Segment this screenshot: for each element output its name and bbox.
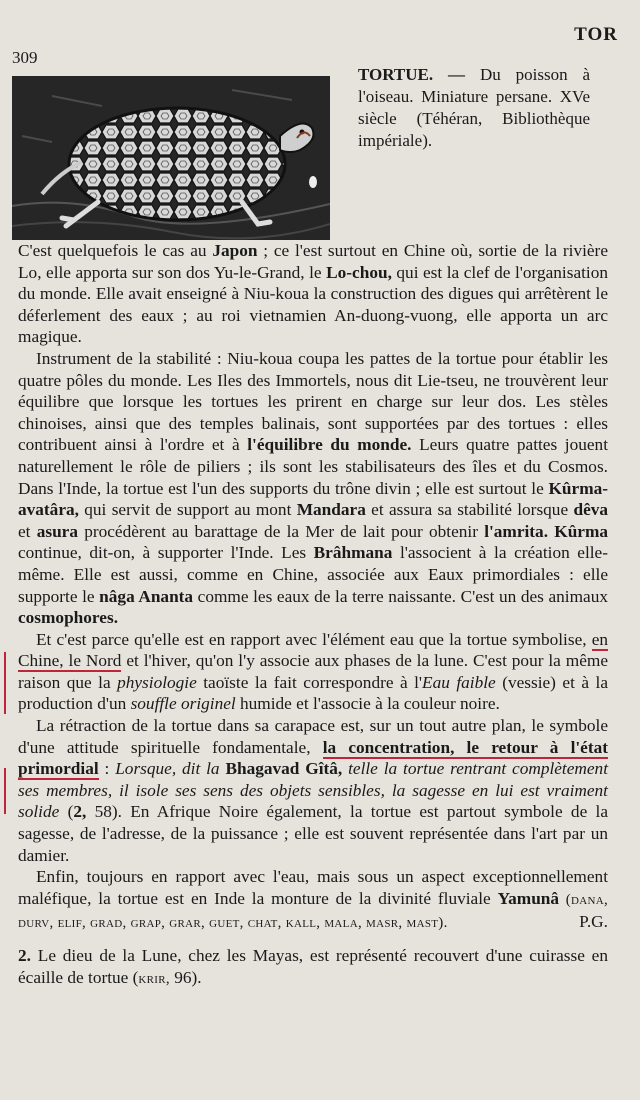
turtle-illustration <box>12 76 330 240</box>
caption-text: Du poisson à l'oiseau. Miniature persane. XVe siècle (Téhéran, Bibliothèque impériale). <box>358 65 591 150</box>
paragraph-4: La rétraction de la tortue dans sa carapace est, sur un tout autre plan, le symbole d'une attitude spirituelle fondamentale, la concentration, le retour à l'état primordial : Lorsque, dit la Bhagavad Gîtâ, telle la tortue rentrant complètement ses membres, il isole ses sens des objets sensibles, la sagesse en lui est vraiment solide (2, 58). En Afrique Noire également, la tortue est partout symbole de la sagesse, de l'adresse, de la puissance ; elle est souvent représentée dans l'art par un damier. <box>18 716 608 865</box>
entry-body <box>18 240 608 990</box>
figure-caption <box>358 64 590 152</box>
author-signature: P.G. <box>579 912 608 932</box>
turtle-miniature-image <box>12 76 330 240</box>
underlined-phrase: la concentration, le retour à l'état primordial <box>18 737 608 779</box>
source-codes: (dana, durv, elif, grad, grap, grar, guet, chat, kall, mala, masr, mast). <box>18 891 609 932</box>
caption-title: TORTUE. — <box>358 65 466 84</box>
paragraph-1: C'est quelquefois le cas au Japon ; ce l'est surtout en Chine où, sortie de la rivière Lo, elle apporta sur son dos Yu-le-Grand, le Lo-chou, qui est la clef de l'organisation du monde. Elle avait enseigné à Niu-koua la construction des digues qui arrêtèrent le déferlement des eaux ; au roi vietnamien An-duong-vuong, elle apporta un arc magique. <box>18 241 608 347</box>
paragraph-2: Instrument de la stabilité : Niu-koua coupa les pattes de la tortue pour établir les quatre pôles du monde. Les Iles des Immortels, nous dit Lie-tseu, ne trouvèrent leur équilibre que lorsque les tortues les prirent en charge sur leur dos. Les stèles chinoises, ainsi que des temples balinais, sont supportées par des tortues : elles contribuent ainsi à l'ordre et à l'équilibre du monde. Leurs quatre pattes jouent naturellement le rôle de piliers ; ils sont les stabilisateurs des îles et du Cosmos. Dans l'Inde, la tortue est l'un des supports du trône divin ; elle est surtout le Kûrma-avatâra, qui servit de support au mont Mandara et assura sa stabilité lorsque dêva et asura procédèrent au barattage de la Mer de lait pour obtenir l'amrita. Kûrma continue, dit-on, à supporter l'Inde. Les Brâhmana l'associent à la création elle-même. Elle est aussi, comme en Chine, associée aux Eaux primordiales : elle supporte le nâga Ananta comme les eaux de la terre naissante. C'est un des animaux cosmophores. <box>18 348 609 628</box>
paragraph-5: Enfin, toujours en rapport avec l'eau, mais sous un aspect exceptionnellement maléfique, la tortue est en Inde la monture de la divinité fluviale Yamunâ (dana, durv, elif, grad, grap, grar, guet, chat, kall, mala, masr, mast). P.G. <box>18 867 609 932</box>
margin-mark-1 <box>4 652 6 714</box>
underlined-phrase: en Chine, le Nord <box>18 629 608 671</box>
footnote-2: 2. Le dieu de la Lune, chez les Mayas, est représenté recouvert d'une cuirasse en écaille de tortue (krir, 96). <box>18 946 608 987</box>
running-head: TOR <box>574 24 618 45</box>
page-number: 309 <box>12 48 38 67</box>
margin-mark-2 <box>4 768 6 814</box>
paragraph-3: Et c'est parce qu'elle est en rapport avec l'élément eau que la tortue symbolise, en Chine, le Nord et l'hiver, qu'on l'y associe aux phases de la lune. C'est pour la même raison que la physiologie taoïste la fait correspondre à l'Eau faible (vessie) et à la production d'un souffle originel humide et l'associe à la couleur noire. <box>18 629 608 714</box>
